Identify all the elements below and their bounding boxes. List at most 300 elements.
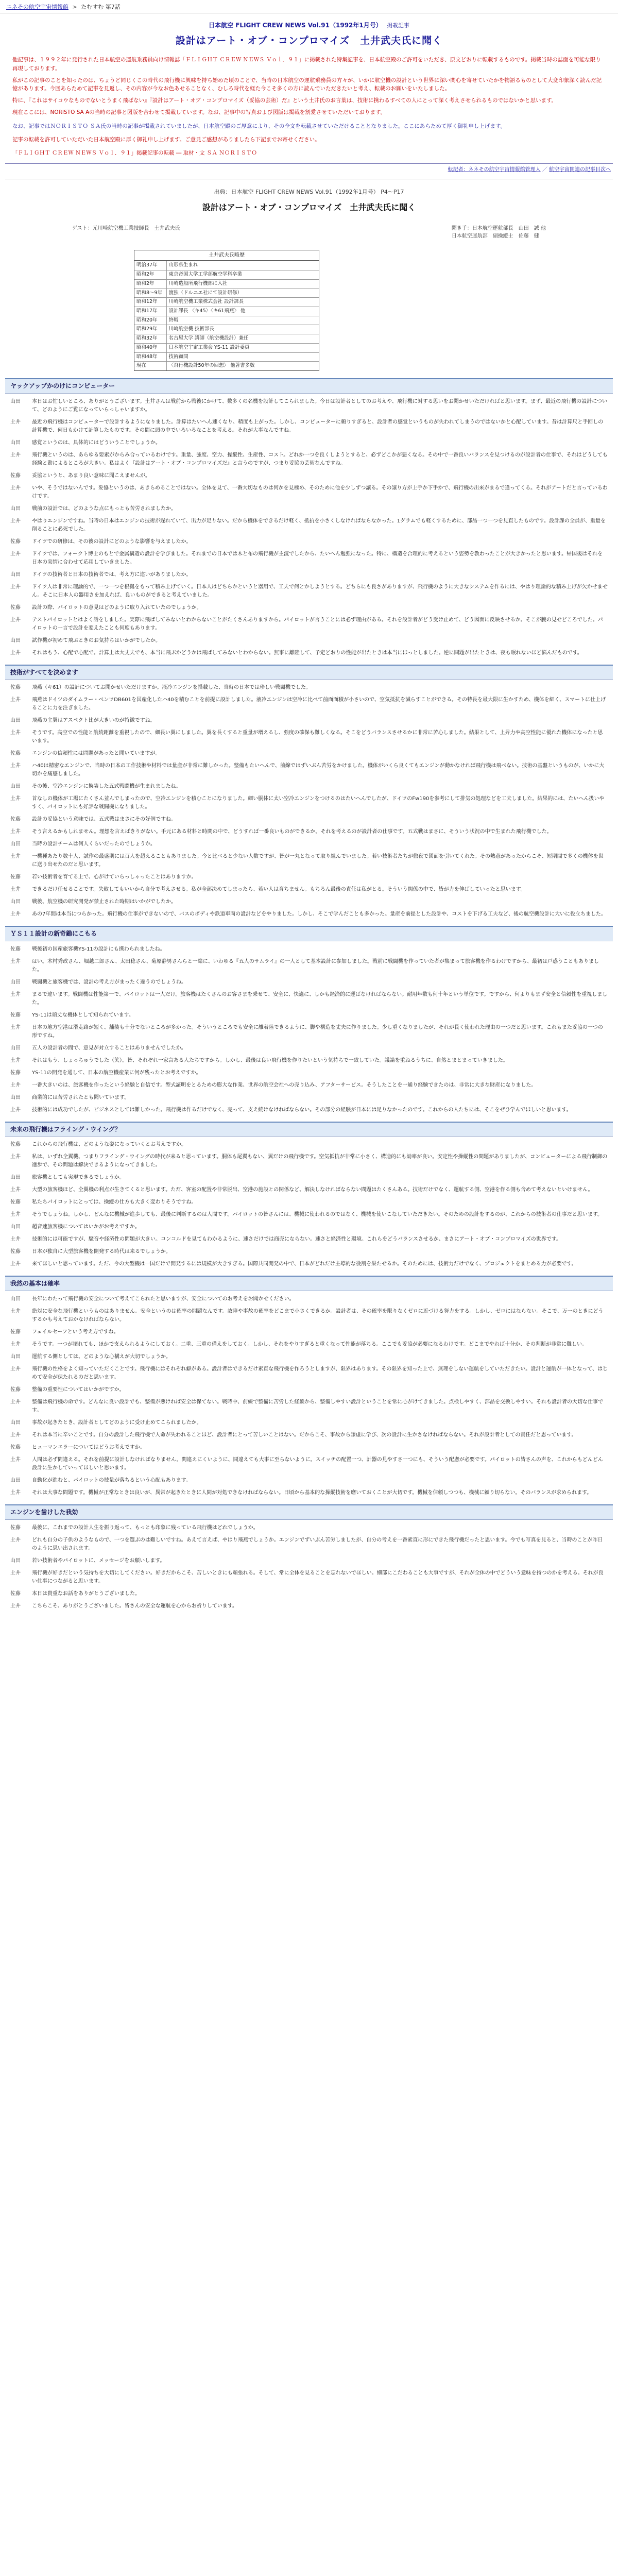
- speaker: 土井: [10, 697, 21, 703]
- speech: ハ40は精密なエンジンで、当時の日本の工作技術や材料では量産が非常に難しかった。整備もたいへんで、前線ではずいぶん苦労をかけました。機体がいくら良くてもエンジンが動かなければ飛行機は飛べない。技術の基盤というものが、いかに大切かを痛感しました。: [32, 763, 605, 777]
- dialogue-row: [10, 1569, 608, 1586]
- speech: 運航する側としては、どのような心構えが大切でしょうか。: [32, 1354, 171, 1360]
- speaker: 山田: [10, 1224, 21, 1230]
- speech: 絶対に安全な飛行機というものはありません。安全というのは確率の問題なんです。故障や事故の確率をどこまで小さくできるか。設計者は、その確率を限りなくゼロに近づける努力をする。しかし、ゼロにはならない。そこで、万一のときにどうするかも考えておかなければならない。: [32, 1309, 604, 1323]
- dialogue-row: [10, 1153, 608, 1170]
- dialogue-row: [10, 1386, 608, 1394]
- dialogue-row: [10, 1602, 608, 1611]
- dialogue-row: [10, 637, 608, 645]
- dialogue: [0, 684, 618, 919]
- dialogue-row: [10, 1308, 608, 1324]
- dialogue-row: [10, 1295, 608, 1303]
- speech: それは本当に辛いことです。自分の設計した飛行機で人命が失われることほど、設計者にとって苦しいことはない。だからこそ、事故から謙虚に学び、次の設計に生かさなければならない。それが設計者としての責任だと思っています。: [32, 1432, 577, 1438]
- speech: 若い技術者やパイロットに、メッセージをお願いします。: [32, 1557, 165, 1564]
- dialogue-row: [10, 1141, 608, 1149]
- dialogue-row: [10, 439, 608, 447]
- dialogue-row: [10, 1419, 608, 1427]
- dialogue-row: [10, 1477, 608, 1485]
- speech: 技術的には成功でしたが、ビジネスとしては難しかった。飛行機は作るだけでなく、売って、支え続けなければならない。その部分の経験が日本には足りなかったのです。これからの人たちには、そこをぜひ学んでほしいと思います。: [32, 1107, 572, 1113]
- speech: 本日は貴重なお話をありがとうございました。: [32, 1590, 140, 1597]
- profile-row: [134, 316, 319, 325]
- speech: それはもう、心配で心配で。計算上は大丈夫でも、本当に飛ぶかどうかは飛ばしてみないとわからない。無事に離陸して、予定どおりの性能が出たときは本当にほっとしました。逆に問題が出たときは、夜も眠れないほど悩んだものです。: [32, 650, 582, 656]
- speech: 技術的には可能ですが、騒音や経済性の問題が大きい。コンコルドを見てもわかるように、速さだけでは商売にならない。速さと経済性と環境。これらをどうバランスさせるか、まさにアート・オブ・コンプロマイズの世界です。: [32, 1236, 561, 1243]
- breadcrumb: [0, 0, 618, 13]
- profile-row: [134, 307, 319, 316]
- host-line-2: 日本航空運航部 副操縦士 佐藤 健: [451, 233, 539, 240]
- speech: 五人の設計者の間で、意見が対立することはありませんでしたか。: [32, 1045, 186, 1051]
- profile-text: 名古屋大学 講師（航空機設計）兼任: [166, 334, 319, 344]
- speech: ドイツでは、フォークト博士のもとで金属構造の設計を学びました。それまでの日本では木と布の飛行機が主流でしたから、たいへん勉強になった。特に、構造を合理的に考えるという姿勢を教わったことが大きかったと思います。帰国後はそれを日本の実情に合わせて応用していきました。: [32, 551, 603, 565]
- dialogue-row: [10, 1444, 608, 1452]
- dialogue-row: [10, 696, 608, 713]
- speaker: 土井: [10, 1603, 21, 1609]
- profile-text: 川崎航空機 技術部長: [166, 325, 319, 334]
- speech: いや、そうではないんです。妥協というのは、あきらめることではない。全体を見て、一番大切なものは何かを見極め、そのために他を少しずつ譲る。その譲り方が上手か下手かで、飛行機の出来がまるで違ってくる。それがアートだと言っているわけです。: [32, 485, 608, 499]
- speech: 感覚というのは、具体的にはどういうことでしょうか。: [32, 439, 161, 446]
- profile-text: 東京帝国大学工学部航空学科卒業: [166, 270, 319, 280]
- speaker: 土井: [10, 829, 21, 835]
- speaker: 土井: [10, 1212, 21, 1218]
- speaker: 土井: [10, 1261, 21, 1267]
- dialogue-row: [10, 886, 608, 894]
- speech: ヒューマンエラーについてはどうお考えですか。: [32, 1445, 145, 1451]
- dialogue-row: [10, 945, 608, 954]
- speaker: 山田: [10, 505, 21, 512]
- dialogue-row: [10, 1044, 608, 1053]
- profile-text: 日本航空宇宙工業会 YS-11 設計委員: [166, 343, 319, 352]
- interview-section: [0, 1122, 618, 1269]
- speaker: 佐藤: [10, 946, 21, 952]
- speaker: 山田: [10, 1557, 21, 1564]
- dialogue-row: [10, 1431, 608, 1439]
- dialogue-row: [10, 795, 608, 811]
- speech: そうです。一つが壊れても、ほかで支えられるようにしておく。二重、三重の備えをしておく。しかし、それをやりすぎると重くなって性能が落ちる。ここでも妥協が必要になるわけです。どこまでやれば十分か、その判断が非常に難しい。: [32, 1342, 587, 1348]
- speaker: 土井: [10, 617, 21, 623]
- speaker: 土井: [10, 650, 21, 656]
- dialogue-row: [10, 762, 608, 778]
- profile-row: [134, 279, 319, 289]
- speech: 試作機が初めて飛ぶときのお気持ちはいかがでしたか。: [32, 637, 161, 643]
- section-title: 技術がすべてを決めます: [5, 665, 613, 680]
- speaker: 土井: [10, 1057, 21, 1063]
- speaker: 土井: [10, 1236, 21, 1243]
- interview-section: [0, 1504, 618, 1611]
- profile-year: 昭和29年: [134, 325, 166, 334]
- speech: 飛行機が好きだという気持ちを大切にしてください。好きだからこそ、苦しいときにも頑張れる。そして、常に全体を見ることを忘れないでほしい。細部にこだわることも大事ですが、それが全体の中でどういう意味を持つのかを考える。それが良い仕事につながると思います。: [32, 1570, 604, 1584]
- profile-text: 渡独（ドルニエ社にて設計研修）: [166, 289, 319, 298]
- speaker: 佐藤: [10, 604, 21, 611]
- profile-year: 現在: [134, 362, 166, 370]
- speaker: 土井: [10, 1187, 21, 1193]
- interview-section: [0, 926, 618, 1114]
- dialogue-row: [10, 418, 608, 435]
- profile-row: [134, 362, 319, 370]
- speaker: 山田: [10, 718, 21, 724]
- speaker: 土井: [10, 854, 21, 860]
- speech: あの7年間は本当につらかった。飛行機の仕事ができないので、バスのボディや鉄道車両の設計などをやりました。しかし、そこで学んだことも多かった。量産を前提とした設計や、コストを下げる工夫など、後の航空機設計に大いに役立ちました。: [32, 911, 606, 918]
- speaker: 山田: [10, 1045, 21, 1051]
- dialogue-row: [10, 816, 608, 824]
- dialogue-row: [10, 1365, 608, 1382]
- dialogue-row: [10, 1341, 608, 1349]
- speaker: 土井: [10, 1432, 21, 1438]
- speech: 設計の際、パイロットの意見はどのように取り入れていたのでしょうか。: [32, 604, 202, 611]
- profile-text: 終戦: [166, 316, 319, 325]
- magazine-name: 日本航空 FLIGHT CREW NEWS Vol.91（1992年1月号）: [209, 22, 382, 29]
- dialogue-row: [10, 910, 608, 919]
- dialogue-row: [10, 505, 608, 513]
- participants: [0, 223, 618, 246]
- speech: ドイツ人は非常に理論的で、一つ一つを根拠をもって積み上げていく。日本人はどちらかというと器用で、工夫で何とかしようとする。どちらにも良さがありますが、飛行機のように大きなシステムを作るには、やはり理論的な積み上げが欠かせません。そこに日本人の器用さを加えれば、良いものができると考えていました。: [32, 584, 608, 598]
- speaker: 山田: [10, 1296, 21, 1302]
- profile-row: [134, 343, 319, 352]
- profile-year: 昭和8〜9年: [134, 289, 166, 298]
- dialogue-row: [10, 840, 608, 849]
- speech: YS-11は頑丈な機体として知られています。: [32, 1012, 134, 1018]
- subscribe-note: なお、記事ではＮＯＲＩＳＴＯ ＳＡ氏の当時の記事が掲載されていましたが、日本航空殿のご厚意により、その全文を転載させていただけることとなりました。ここにあらためて厚く御礼申し上げます。: [12, 123, 506, 129]
- speaker: 佐藤: [10, 685, 21, 691]
- speaker: 山田: [10, 979, 21, 985]
- dialogue-row: [10, 571, 608, 579]
- dialogue-row: [10, 616, 608, 633]
- dialogue-row: [10, 1260, 608, 1268]
- speaker: 山田: [10, 398, 21, 404]
- dialogue-row: [10, 1106, 608, 1114]
- profile-row: [134, 270, 319, 280]
- lead-paragraph-4: 現在ここには、NORISTO SA Aの当時の記事と図版を合わせて掲載しています。なお、記事中の写真および図版は掲載を割愛させていただいております。: [12, 109, 386, 116]
- lead-paragraph-3: 特に、『これはサイコウなものでないとうまく飛ばない』『設計はアート・オブ・コンプロマイズ（妥協の芸術）だ』という土井氏のお言葉は、技術に携わるすべての人にとって深く考えさせられるものではないかと思います。: [12, 97, 557, 104]
- dialogue-row: [10, 1174, 608, 1182]
- speech: ドイツでの研修は、その後の設計にどのような影響を与えましたか。: [32, 538, 192, 545]
- speaker: 佐藤: [10, 1249, 21, 1255]
- speech: 本日はお忙しいところ、ありがとうございます。土井さんは戦前から戦後にかけて、数多くの名機を設計してこられました。今日は設計者としてのお考えや、飛行機に対する思いをお聞かせいただければと思います。まず、最近の飛行機の設計について、どのようにご覧になっていらっしゃいますか。: [32, 398, 607, 413]
- breadcrumb-current: たむすむ 第7話: [81, 4, 121, 10]
- editor-link[interactable]: 転記者：ネネその航空宇宙情報館管理人: [448, 166, 541, 173]
- speaker: 山田: [10, 439, 21, 446]
- dialogue-row: [10, 1398, 608, 1415]
- speech: こちらこそ、ありがとうございました。皆さんの安全な運航を心からお祈りしています。: [32, 1603, 237, 1609]
- speaker: 土井: [10, 796, 21, 802]
- dialogue-row: [10, 538, 608, 546]
- speaker: 山田: [10, 1175, 21, 1181]
- speech: YS-11の開発を通して、日本の航空機産業に何が残ったとお考えですか。: [32, 1070, 201, 1076]
- profile-year: 昭和40年: [134, 343, 166, 352]
- right-links: [0, 164, 618, 176]
- dialogue-row: [10, 1489, 608, 1497]
- speech: 大型の旅客機ほど、全翼機の利点が生きてくると思います。ただ、客室の配置や非常脱出、空港の施設との関係など、解決しなければならない問題はたくさんある。技術だけでなく、運航する側、空港を作る側も含めて考えないといけません。: [32, 1187, 593, 1193]
- dialogue: [0, 1141, 618, 1268]
- speaker: 土井: [10, 1154, 21, 1160]
- dialogue-row: [10, 783, 608, 791]
- dialogue-row: [10, 583, 608, 600]
- article-source: 出典：日本航空 FLIGHT CREW NEWS Vol.91（1992年1月号） P4〜P17: [214, 189, 404, 196]
- section-title: 我然の基本は確率: [5, 1276, 613, 1291]
- profile-year: 昭和2年: [134, 279, 166, 289]
- dialogue-row: [10, 1524, 608, 1532]
- dialogue-row: [10, 978, 608, 987]
- speaker: 山田: [10, 1354, 21, 1360]
- speaker: 土井: [10, 518, 21, 524]
- speaker: 土井: [10, 1024, 21, 1030]
- speech: 当時の設計チームは何人くらいだったのでしょうか。: [32, 841, 156, 848]
- speech: 来てほしいと思っています。ただ、今の大型機は一国だけで開発するには規模が大きすぎる。国際共同開発の中で、日本がどれだけ主導的な役割を果たせるか。そのためには、技術力だけでなく、プロジェクトをまとめる力が必要です。: [32, 1261, 577, 1267]
- speaker: 土井: [10, 1570, 21, 1576]
- lead-paragraph-2: 私がこの記事のことを知ったのは、ちょうど同じくこの時代の飛行機に興味を持ち始めた頃のことで、当時の日本航空の運航乗務員の方々が、いかに航空機の設計という世界に深い関心を寄せていたかを物語るものとして大変印象深く読んだ記憶があります。今回あらためて記事を見返し、その内容が今なお色あせることなく、むしろ時代を経た今こそ多くの方に読んでいただきたいと考え、転載のお願いをいたしました。: [12, 77, 602, 92]
- speech: 首なしの機体が工場にたくさん並んでしまったので、空冷エンジンを積むことになりました。細い胴体に太い空冷エンジンをつけるのはたいへんでしたが、ドイツのFw190を参考にして排気の処理などを工夫しました。結果的には、たいへん扱いやすく、パイロットにも好評な戦闘機になりました。: [32, 796, 605, 810]
- speech: 戦後、航空機の研究開発が禁止された時期はいかがでしたか。: [32, 899, 176, 905]
- speech: 若い技術者を育てる上で、心がけていらっしゃったことはありますか。: [32, 874, 197, 880]
- speech: はい。木村秀政さん、堀越二郎さん、太田稔さん、菊原静男さんらと一緒に、いわゆる『五人のサムライ』の一人として基本設計に参加しました。戦前に戦闘機を作っていた者が集まって旅客機を作るわけですから、最初は戸惑うこともありました。: [32, 958, 599, 973]
- dialogue-row: [10, 750, 608, 758]
- speech: その後、空冷エンジンに換装した五式戦闘機が生まれましたね。: [32, 784, 181, 790]
- speech: 私たちパイロットにとっては、操縦の仕方も大きく変わりそうですね。: [32, 1199, 197, 1206]
- dialogue: [0, 1295, 618, 1497]
- interview-section: [0, 378, 618, 657]
- profile-year: 昭和20年: [134, 316, 166, 325]
- dialogue-row: [10, 729, 608, 745]
- thanks-note: 記事の転載を許可していただいた日本航空殿に厚く御礼申し上げます。ご意見ご感想がありましたら下記までお寄せください。: [12, 137, 320, 143]
- speech: やはりエンジンですね。当時の日本はエンジンの技術が遅れていて、出力が足りない。だから機体をできるだけ軽く、抵抗を小さくしなければならなかった。1グラムでも軽くするために、部品一つ一つを見直したものです。設計課の全員が、重量を削ることに必死でした。: [32, 518, 606, 532]
- speaker: 佐藤: [10, 1142, 21, 1148]
- speech: ドイツの技術者と日本の技術者では、考え方に違いがありましたか。: [32, 571, 192, 578]
- speech: 長年にわたって飛行機の安全について考えてこられたと思いますが、安全についてのお考えをお聞かせください。: [32, 1296, 295, 1302]
- dialogue-row: [10, 898, 608, 906]
- speech: できるだけ任せることです。失敗してもいいから自分で考えさせる。私が全部決めてしまったら、若い人は育ちません。もちろん最後の責任は私がとる。そういう関係の中で、皆が力を伸ばしていったと思います。: [32, 887, 526, 893]
- speech: 整備の重要性についてはいかがですか。: [32, 1387, 125, 1393]
- dialogue-row: [10, 853, 608, 869]
- profile-text: 〈飛行機設計50年の回想〉 他著書多数: [166, 362, 319, 370]
- speaker: 佐藤: [10, 1590, 21, 1597]
- dialogue-row: [10, 550, 608, 567]
- speaker: 土井: [10, 911, 21, 918]
- index-link[interactable]: 航空宇宙関連の記事目次へ: [549, 166, 611, 173]
- speaker: 佐藤: [10, 472, 21, 479]
- speech: 飛燕はドイツのダイムラー・ベンツDB601を国産化したハ40を積むことを前提に設計しました。液冷エンジンは空冷に比べて前面面積が小さいので、空気抵抗を減らすことができる。その特長を最大限に生かすため、機体を細く、スマートに仕上げることに力を注ぎました。: [32, 697, 606, 711]
- speaker: 土井: [10, 1309, 21, 1315]
- speaker: 佐藤: [10, 751, 21, 757]
- section-title: エンジンを歯けした我効: [5, 1504, 613, 1520]
- interview-section: [0, 665, 618, 919]
- speech: 旅客機としても実現できるでしょうか。: [32, 1175, 125, 1181]
- article-title: 設計はアート・オブ・コンプロマイズ 土井武夫氏に聞く: [202, 202, 416, 213]
- dialogue-row: [10, 1011, 608, 1020]
- speech: 人間は必ず間違える。それを前提に設計しなければなりません。間違えにくいように、間違えても大事に至らないように。スイッチの配置一つ、計器の見やすさ一つにも、そういう配慮が必要です。パイロットの皆さんの声を、これからもどんどん設計に生かしていってほしいと思います。: [32, 1457, 603, 1471]
- speech: 日本の地方空港は滑走路が短く、舗装も十分でないところが多かった。そういうところでも安全に離着陸できるように、脚や構造を丈夫に作りました。少し重くなりましたが、それが長く使われた理由の一つだと思います。これもまた妥協の一つの形ですね。: [32, 1024, 603, 1039]
- speaker: 土井: [10, 452, 21, 458]
- dialogue-row: [10, 958, 608, 974]
- speech: これからの飛行機は、どのような姿になっていくとお考えですか。: [32, 1142, 186, 1148]
- profile-text: 技術顧問: [166, 352, 319, 362]
- dialogue-row: [10, 1057, 608, 1065]
- profile-title: 土井武夫氏略歴: [134, 250, 319, 261]
- dialogue-row: [10, 1069, 608, 1077]
- profile-row: [134, 334, 319, 344]
- speech: まるで違います。戦闘機は性能第一で、パイロットは一人だけ。旅客機はたくさんのお客さまを乗せて、安全に、快適に、しかも経済的に運ばなければならない。耐用年数も何十年という単位です。ですから、何よりもまず安全と信頼性を重視しました。: [32, 991, 608, 1006]
- speech: それはもう、しょっちゅうでした（笑）。皆、それぞれ一家言ある人たちですから。しかし、最後は良い飛行機を作りたいという気持ちで一致していた。議論を重ねるうちに、自然とまとまっていきました。: [32, 1057, 508, 1063]
- page-title: 設計はアート・オブ・コンプロマイズ 土井武夫氏に聞く: [175, 35, 443, 46]
- dialogue-row: [10, 484, 608, 501]
- speaker: 土井: [10, 1537, 21, 1543]
- speech: 一機種あたり数十人、試作の最盛期には百人を超えることもありました。今と比べると少ない人数ですが、皆が一丸となって取り組んでいました。若い技術者たちが徹夜で図面を引いてくれた。その熱意があったからこそ、短期間で多くの機体を世に送り出せたのだと思います。: [32, 854, 604, 868]
- speech: 最近の飛行機はコンピューターで設計するようになりました。計算はたいへん速くなり、精度も上がった。しかし、コンピューターに頼りすぎると、設計者の感覚というものが失われてしまうのではないかと心配しています。昔は計算尺と手回しの計算機で、何日もかけて計算したものです。その間に頭の中でいろいろなことを考える。それが大事なんですね。: [32, 419, 604, 433]
- speaker: 佐藤: [10, 1387, 21, 1393]
- profile-box: [134, 250, 319, 371]
- speaker: 土井: [10, 1342, 21, 1348]
- speech: 飛燕（キ61）の設計についてお聞かせいただけますか。液冷エンジンを搭載した、当時の日本では珍しい戦闘機でした。: [32, 685, 312, 691]
- profile-row: [134, 289, 319, 298]
- speaker: 土井: [10, 730, 21, 736]
- speech: 超音速旅客機についてはいかがお考えですか。: [32, 1224, 140, 1230]
- speaker: 土井: [10, 419, 21, 425]
- profile-row: [134, 261, 319, 270]
- speaker: 土井: [10, 1490, 21, 1496]
- speech: 整備は飛行機の命です。どんなに良い設計でも、整備が悪ければ安全は保てない。戦時中、前線で整備に苦労した経験から、整備しやすい設計ということを常に心がけてきました。点検しやすく、部品を交換しやすい。それも設計者の大切な仕事です。: [32, 1399, 603, 1414]
- dialogue-row: [10, 991, 608, 1007]
- dialogue-row: [10, 1223, 608, 1231]
- dialogue: [0, 398, 618, 657]
- profile-year: 昭和32年: [134, 334, 166, 344]
- speech: 事故が起きたとき、設計者としてどのように受け止めてこられましたか。: [32, 1420, 202, 1426]
- profile-text: 設計課長 〈キ45〉〈キ61飛燕〉 他: [166, 307, 319, 316]
- dialogue-row: [10, 1211, 608, 1219]
- host-line-1: 聞き手：日本航空運航部長 山田 誠 他: [451, 225, 546, 231]
- dialogue: [0, 1524, 618, 1611]
- speech: 戦後初の国産旅客機YS-11の設計にも携わられましたね。: [32, 946, 165, 952]
- speech: 妥協というと、あまり良い意味に聞こえませんが。: [32, 472, 150, 479]
- dialogue-row: [10, 1557, 608, 1565]
- guest-name: ゲスト：元川崎航空機工業技師長 土井武夫氏: [72, 225, 180, 231]
- speaker: 山田: [10, 571, 21, 578]
- speaker: 山田: [10, 637, 21, 643]
- dialogue-row: [10, 451, 608, 468]
- credit-line: 「ＦＬＩＧＨＴ ＣＲＥＷ ＮＥＷＳ Ｖｏｌ．９１」掲載記事の転載 ― 取材・文 ＳＡ ＮＯＲＩＳＴＯ: [12, 150, 257, 157]
- speech: 戦闘機と旅客機では、設計の考え方がまったく違うのでしょうね。: [32, 979, 186, 985]
- speaker: 土井: [10, 958, 21, 964]
- dialogue-row: [10, 398, 608, 414]
- speech: それは大事な問題です。機械が正常なときは良いが、異常が起きたときに人間が対処できなければならない。日頃から基本的な操縦技術を磨いておくことが大切です。機械を信頼しつつも、機械に頼り切らない。そのバランスが求められます。: [32, 1490, 592, 1496]
- profile-year: 明治37年: [134, 261, 166, 270]
- speaker: 佐藤: [10, 874, 21, 880]
- speaker: 土井: [10, 887, 21, 893]
- dialogue-row: [10, 517, 608, 534]
- dialogue-row: [10, 604, 608, 612]
- speaker: 土井: [10, 1082, 21, 1088]
- dialogue-row: [10, 1536, 608, 1553]
- breadcrumb-separator: >: [72, 4, 77, 10]
- profile-text: 川崎造船所飛行機部に入社: [166, 279, 319, 289]
- dialogue-row: [10, 1094, 608, 1102]
- dialogue-row: [10, 1024, 608, 1040]
- section-title: ＹＳ１１設計の新奇鋤にこもる: [5, 926, 613, 941]
- interview-section: [0, 1276, 618, 1497]
- speaker: 山田: [10, 1478, 21, 1484]
- speaker: 山田: [10, 784, 21, 790]
- speech: そう言えるかもしれません。理想を言えばきりがない。手元にある材料と時間の中で、どうすれば一番良いものができるか。それを考えるのが設計者の仕事です。五式戦はまさに、そういう状況の中で生まれた飛行機でした。: [32, 829, 552, 835]
- dialogue-row: [10, 1248, 608, 1256]
- speaker: 佐藤: [10, 1329, 21, 1335]
- speech: 一番大きいのは、旅客機を作ったという経験と自信です。型式証明をとるための膨大な作業、世界の航空会社への売り込み、アフターサービス。そうしたことを一通り経験できたのは、非常に大きな財産になりました。: [32, 1082, 537, 1088]
- speech: 飛行機というのは、あらゆる要素がからみ合っているわけです。重量、強度、空力、操縦性、生産性、コスト。どれか一つを良くしようとすると、必ずどこかが悪くなる。その中で一番良いバランスを見つけるのが設計者の仕事で、それはどうしても経験と勘によるところが大きい。私はよく『設計はアート・オブ・コンプロマイズだ』と言うのですが、つまり妥協の芸術なんですね。: [32, 452, 608, 466]
- dialogue-row: [10, 1198, 608, 1207]
- speech: 商業的には苦労されたとも聞いています。: [32, 1094, 130, 1100]
- speech: 日本が独自に大型旅客機を開発する時代は来るでしょうか。: [32, 1249, 171, 1255]
- profile-year: 昭和48年: [134, 352, 166, 362]
- dialogue-row: [10, 1456, 608, 1472]
- speaker: 佐藤: [10, 1199, 21, 1206]
- speaker: 山田: [10, 841, 21, 848]
- dialogue-row: [10, 1328, 608, 1336]
- dialogue-row: [10, 828, 608, 836]
- speech: テストパイロットとはよく話をしました。実際に飛ばしてみないとわからないことがたくさんありますから。パイロットが言うことには必ず理由がある。それを設計者がどう受け止めて、どう図面に反映させるか。そこが腕の見せどころでした。パイロットの一言で設計を変えたことも何度もあります。: [32, 617, 603, 631]
- dialogue-row: [10, 1186, 608, 1194]
- dialogue-row: [10, 717, 608, 725]
- speaker: 土井: [10, 1399, 21, 1405]
- profile-table: [134, 261, 319, 370]
- dialogue-row: [10, 472, 608, 480]
- dialogue-row: [10, 649, 608, 657]
- speaker: 山田: [10, 1420, 21, 1426]
- speaker: 佐藤: [10, 1012, 21, 1018]
- speaker: 山田: [10, 1094, 21, 1100]
- profile-text: 山形県生まれ: [166, 261, 319, 270]
- speaker: 土井: [10, 485, 21, 491]
- profile-row: [134, 298, 319, 307]
- speaker: 佐藤: [10, 817, 21, 823]
- speech: 飛行機の性格をよく知っていただくことです。飛行機にはそれぞれ癖がある。設計者はできるだけ素直な飛行機を作ろうとしますが、限界はあります。その限界を知った上で、無理をしない運航をしていただきたい。設計と運航が一体となって、はじめて安全が保たれるのだと思います。: [32, 1366, 608, 1381]
- speech: 私は、いずれ全翼機、つまりフライング・ウイングの時代が来ると思っています。胴体も尾翼もない、翼だけの飛行機です。空気抵抗が非常に小さく、構造的にも効率が良い。安定性や操縦性の問題がありましたが、コンピューターによる飛行制御の進歩で、その問題は解決できるようになってきました。: [32, 1154, 608, 1168]
- speaker: 土井: [10, 1107, 21, 1113]
- speaker: 佐藤: [10, 1524, 21, 1531]
- dialogue-row: [10, 873, 608, 882]
- speech: そうです。高空での性能と航続距離を重視したので、細長い翼にしました。翼を長くすると重量が増えるし、強度の確保も難しくなる。そこをどうバランスさせるかに非常に苦心しました。結果として、上昇力や高空性能に優れた機体になったと思います。: [32, 730, 603, 744]
- speech: 飛燕の主翼はアスペクト比が大きいのが特徴ですね。: [32, 718, 156, 724]
- dialogue-row: [10, 1081, 608, 1090]
- home-link[interactable]: ニネその航空宇宙情報館: [6, 4, 68, 10]
- speaker: 土井: [10, 584, 21, 590]
- speaker: 山田: [10, 899, 21, 905]
- speaker: 土井: [10, 1366, 21, 1372]
- profile-text: 川崎航空機工業株式会社 設計課長: [166, 298, 319, 307]
- speaker: 土井: [10, 991, 21, 997]
- dialogue-row: [10, 1353, 608, 1361]
- lead-paragraph-1: 他記事は、１９９２年に発行された日本航空の運航乗務員向け情報誌「ＦＬＩＧＨＴ ＣＲＥＷ ＮＥＷＳ Ｖｏｌ．９１」に掲載された特集記事を、日本航空殿のご許可をいただき、原文どおりに転載するものです。掲載当時の誌面を可能な限り再現しております。: [12, 57, 601, 72]
- speaker: 土井: [10, 1457, 21, 1463]
- column-label: 掲載記事: [386, 22, 409, 29]
- speech: 自動化が進むと、パイロットの技量が落ちるという心配もあります。: [32, 1478, 191, 1484]
- speech: 設計の妥協という意味では、五式戦はまさにその好例ですね。: [32, 817, 176, 823]
- profile-year: 昭和12年: [134, 298, 166, 307]
- masthead: [0, 13, 618, 52]
- speech: そうでしょうね。しかし、どんなに機械が進歩しても、最後に判断するのは人間です。パイロットの皆さんには、機械に使われるのではなく、機械を使いこなしていただきたい。そのための設計をするのが、これからの技術者の仕事だと思います。: [32, 1212, 603, 1218]
- dialogue: [0, 945, 618, 1114]
- profile-year: 昭和17年: [134, 307, 166, 316]
- article-header: [0, 182, 618, 223]
- link-separator: ／: [542, 166, 549, 173]
- speaker: 佐藤: [10, 1445, 21, 1451]
- lead-notes: [0, 52, 618, 117]
- speaker: 土井: [10, 551, 21, 557]
- speech: 戦前の設計では、どのような点にもっとも苦労されましたか。: [32, 505, 176, 512]
- speaker: 佐藤: [10, 1070, 21, 1076]
- speech: エンジンの信頼性には問題があったと聞いていますが。: [32, 751, 161, 757]
- speaker: 土井: [10, 763, 21, 769]
- dialogue-row: [10, 684, 608, 692]
- section-title: ヤックアップかのけにコンピューター: [5, 378, 613, 394]
- speech: どれも自分の子供のようなもので、一つを選ぶのは難しいですね。あえて言えば、やはり飛燕でしょうか。エンジンでずいぶん苦労しましたが、自分の考えを一番素直に形にできた飛行機だったと思います。今でも写真を見ると、当時のことが昨日のように思い出されます。: [32, 1537, 603, 1551]
- speech: 最後に、これまでの設計人生を振り返って、もっとも印象に残っている飛行機はどれでしょうか。: [32, 1524, 259, 1531]
- profile-row: [134, 325, 319, 334]
- dialogue-row: [10, 1235, 608, 1244]
